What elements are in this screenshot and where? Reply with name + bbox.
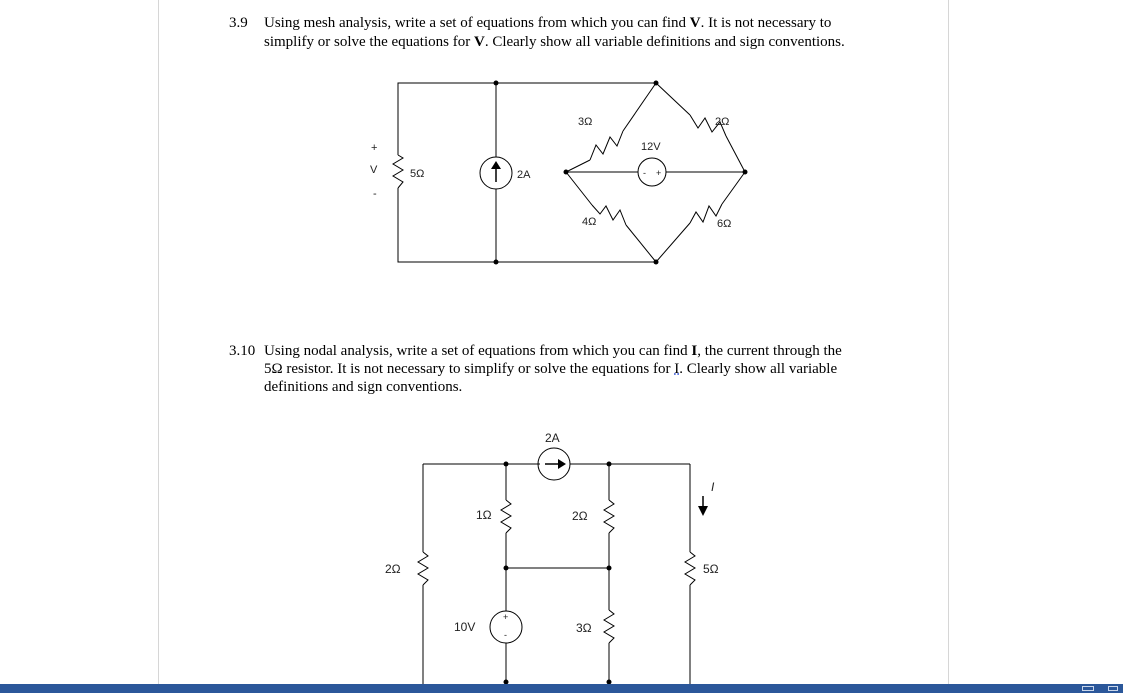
node (607, 462, 612, 467)
r-3-label: 3Ω (576, 621, 592, 635)
voltage-source-label: 10V (454, 620, 476, 634)
r-right-label: 5Ω (703, 562, 719, 576)
arrow-head (698, 506, 708, 516)
r-bottom-right-label: 6Ω (717, 218, 732, 230)
status-bar (0, 684, 1123, 693)
text: simplify or solve the equations for (264, 34, 474, 50)
node (607, 566, 612, 571)
r-left-label: 5Ω (410, 168, 425, 180)
voltage-source-label: 12V (641, 141, 661, 153)
vs-plus: + (503, 612, 509, 622)
text: Using mesh analysis, write a set of equations from which you can find (264, 15, 690, 31)
bold-variable: V (689, 15, 701, 31)
bold-variable: I (691, 343, 698, 359)
arrow-head (558, 459, 566, 469)
node (504, 566, 509, 571)
vs-plus: + (656, 168, 662, 178)
current-source-label: 2A (545, 431, 560, 445)
r-left-label: 2Ω (385, 562, 401, 576)
problem-number: 3.9 (229, 15, 248, 31)
text: 5Ω resistor. It is not necessary to simplify or solve the equations for (264, 361, 675, 377)
view-mode-icon[interactable] (1082, 686, 1094, 691)
current-i-label: I (711, 480, 715, 494)
v-label: V (370, 164, 378, 176)
text: . Clearly show all variable (679, 361, 838, 377)
problem-line-3: definitions and sign conventions. (264, 379, 463, 395)
r-1-label: 1Ω (476, 508, 492, 522)
r-2-label: 2Ω (572, 509, 588, 523)
problem-number: 3.10 (229, 343, 256, 359)
vs-minus: - (643, 168, 646, 178)
r-bottom-left-label: 4Ω (582, 216, 597, 228)
vs-minus: - (504, 630, 507, 640)
spellcheck-variable[interactable]: I (674, 361, 680, 377)
text: . It is not necessary to (700, 15, 832, 31)
v-minus: - (373, 188, 377, 200)
layout-mode-icon[interactable] (1108, 686, 1118, 691)
node (504, 462, 509, 467)
bold-variable: V (473, 34, 485, 50)
text: . Clearly show all variable definitions and sign conventions. (484, 34, 845, 50)
r-top-left-label: 3Ω (578, 116, 593, 128)
text: , the current through the (697, 343, 842, 359)
v-plus: + (371, 142, 378, 154)
text: Using nodal analysis, write a set of equations from which you can find (264, 343, 692, 359)
current-source-label: 2A (517, 169, 531, 181)
r-top-right-label: 2Ω (715, 116, 730, 128)
